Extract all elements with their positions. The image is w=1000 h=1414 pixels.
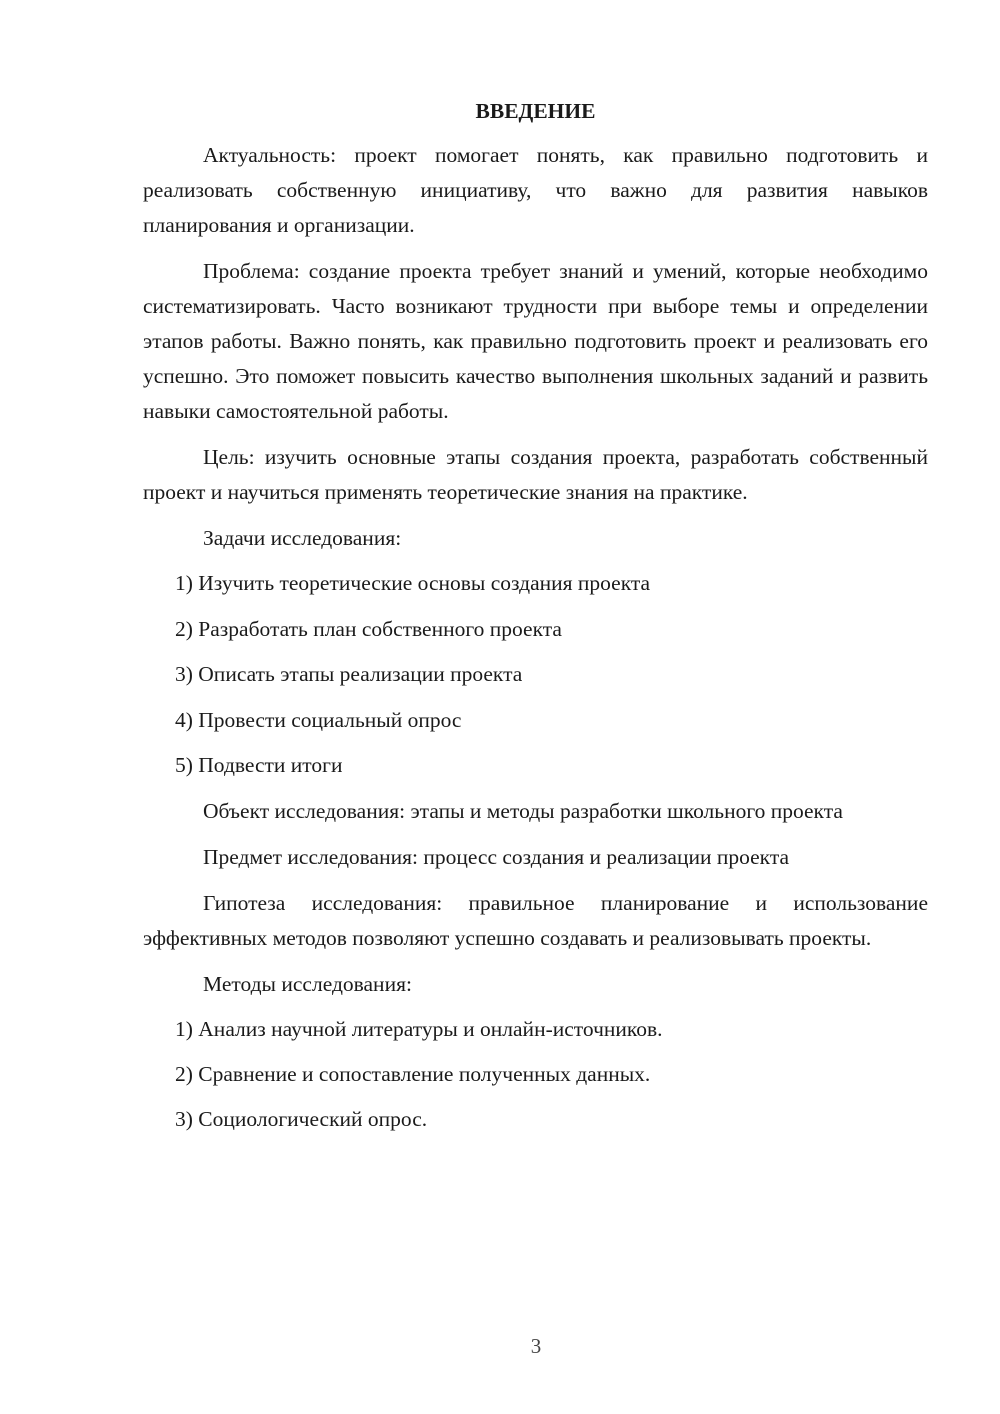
task-item-1: 1) Изучить теоретические основы создания проекта: [175, 571, 651, 595]
goal-paragraph: Цель: изучить основные этапы создания проекта, разработать собственный проект и научиться применять теоретические знания на практике.: [143, 445, 928, 504]
method-item-2: 2) Сравнение и сопоставление полученных данных.: [175, 1061, 651, 1086]
section-title: ВВЕДЕНИЕ: [475, 99, 596, 123]
problem-paragraph: Проблема: создание проекта требует знаний и умений, которые необходимо систематизировать. Часто возникают трудности при выборе темы и определении этапов работы. Важно понять, как правильно подготовить проект и реализовать его успешно. Это поможет повысить качество выполнения школьных заданий и развить навыки самостоятельной работы.: [143, 259, 928, 423]
methods-label: Методы исследования:: [203, 971, 412, 996]
method-item-1: 1) Анализ научной литературы и онлайн-источников.: [175, 1016, 663, 1041]
task-item-5: 5) Подвести итоги: [175, 753, 343, 777]
hypothesis-paragraph: Гипотеза исследования: правильное планирование и использование эффективных методов позволяют успешно создавать и реализовывать проекты.: [143, 890, 928, 950]
subject-paragraph: Предмет исследования: процесс создания и реализации проекта: [203, 844, 790, 869]
tasks-list: [143, 566, 928, 783]
method-item-3: 3) Социологический опрос.: [175, 1106, 428, 1131]
task-item-2: 2) Разработать план собственного проекта: [175, 616, 562, 641]
tasks-label: Задачи исследования:: [203, 526, 402, 550]
task-item-3: 3) Описать этапы реализации проекта: [175, 662, 523, 686]
page-number: 3: [530, 1334, 542, 1358]
task-item-4: 4) Провести социальный опрос: [175, 707, 462, 732]
methods-list: [143, 1012, 928, 1137]
object-paragraph: Объект исследования: этапы и методы разработки школьного проекта: [203, 798, 843, 823]
relevance-paragraph: Актуальность: проект помогает понять, как правильно подготовить и реализовать собственную инициативу, что важно для развития навыков планирования и организации.: [143, 143, 928, 237]
page-content: [143, 96, 928, 1147]
